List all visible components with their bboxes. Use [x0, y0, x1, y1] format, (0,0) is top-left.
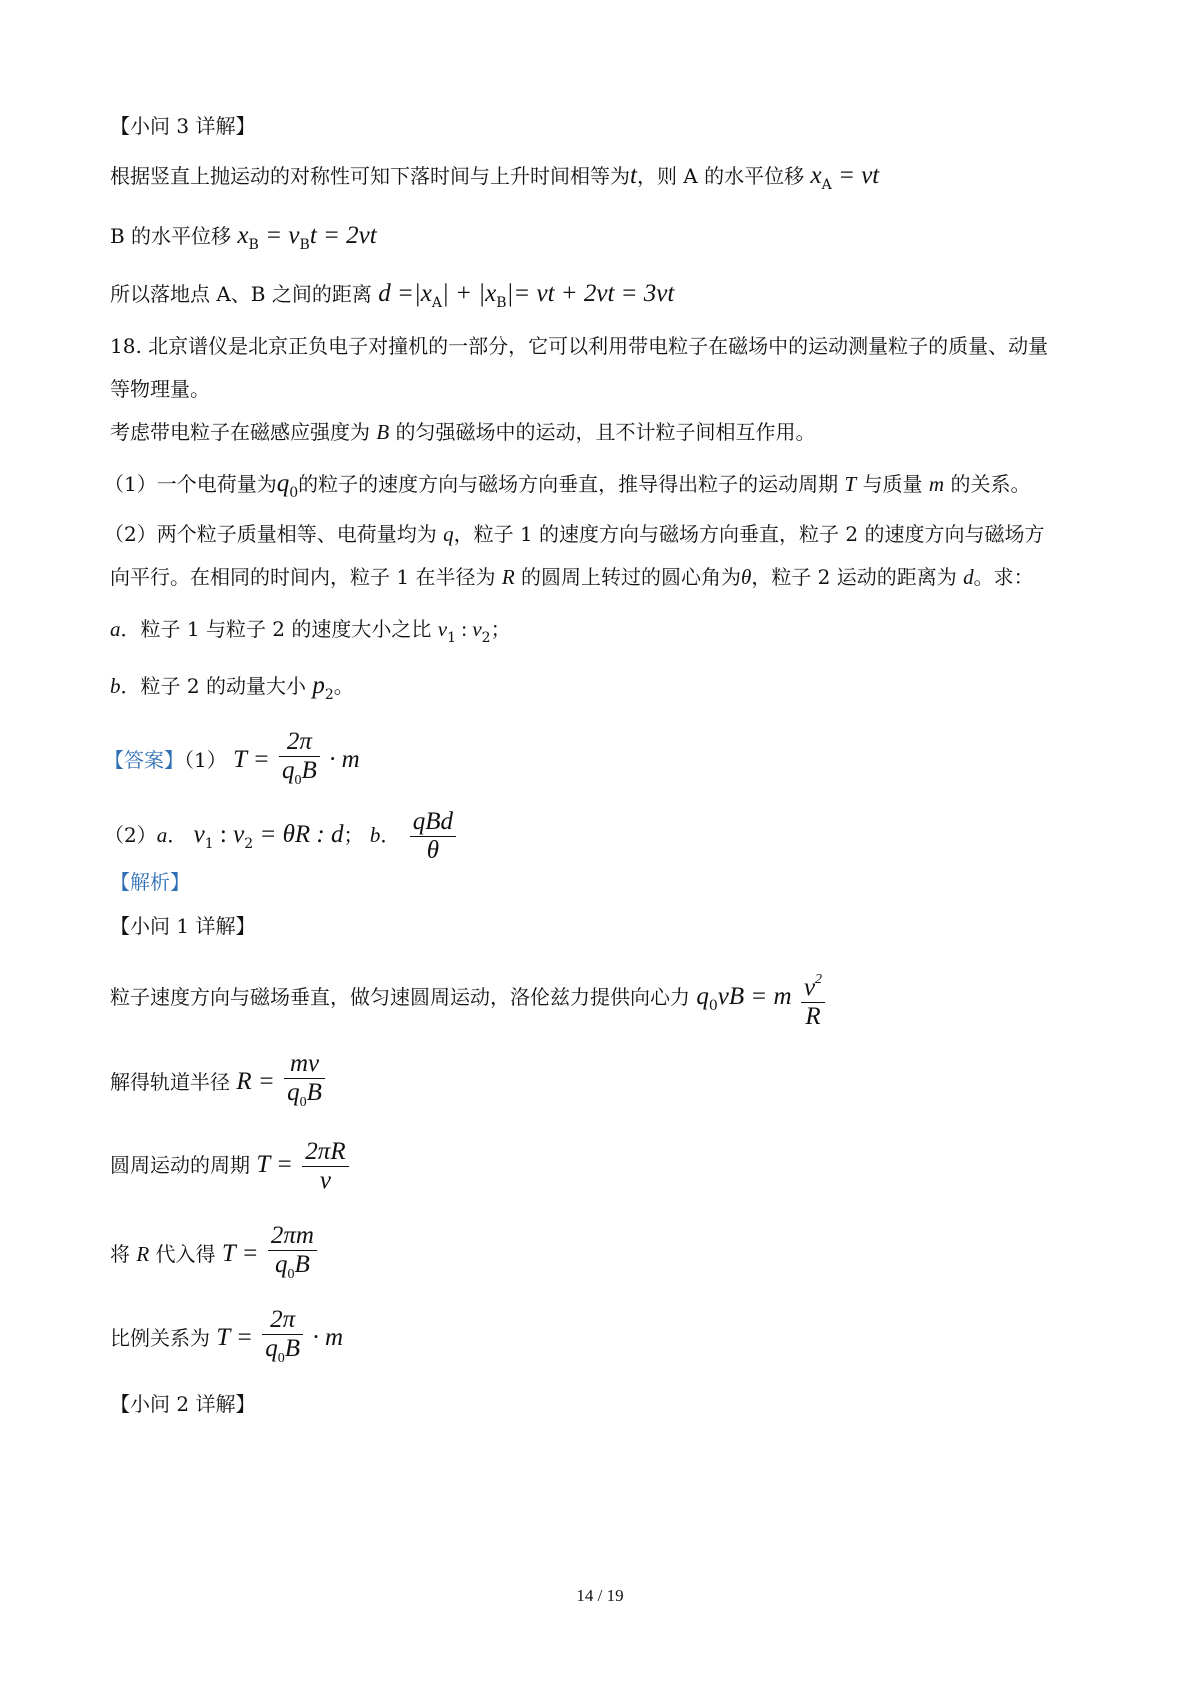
part-a-prompt: a．粒子 1 与粒子 2 的速度大小之比 $v_1$ : $v_2$；	[110, 617, 511, 646]
answer-label: 【答案】	[104, 748, 184, 772]
part-2-prompt: 向平行。在相同的时间内，粒子 1 在半径为 R 的圆周上转过的圆心角为θ，粒子 2 运动的距离为 d。求：	[110, 565, 1034, 589]
question-18-line: 等物理量。	[110, 377, 210, 401]
explanation-line: 将 R 代入得 T = $\frac{2\pi m}{q_0B}$	[110, 1222, 320, 1289]
question-18-line: 18. 北京谱仪是北京正负电子对撞机的一部分，它可以利用带电粒子在磁场中的运动测量粒子的质量、动量	[110, 334, 1049, 358]
subquestion-3-heading: 【小问 3 详解】	[110, 114, 256, 138]
part-1-prompt: （1）一个电荷量为$q_0$的粒子的速度方向与磁场方向垂直，推导得出粒子的运动周期 T 与质量 m 的关系。	[104, 470, 1031, 501]
page-number: 14 / 19	[576, 1586, 624, 1605]
question-18-line: 考虑带电粒子在磁感应强度为 B 的匀强磁场中的运动，且不计粒子间相互作用。	[110, 420, 816, 444]
answer-line-1: 【答案】（1） T = $\frac{2\pi}{q_0B}$ · m	[104, 728, 360, 795]
answer-line-2: （2）a． $v_1$ : $v_2 = \theta R$ : d； b． $\frac{\text{qBd}}{\theta}$	[104, 808, 459, 865]
explanation-line: 解得轨道半径 R = $\frac{mv}{q_0B}$	[110, 1050, 328, 1117]
subquestion-1-heading: 【小问 1 详解】	[110, 914, 256, 938]
analysis-label: 【解析】	[110, 870, 190, 894]
part-2-prompt: （2）两个粒子质量相等、电荷量均为 q，粒子 1 的速度方向与磁场方向垂直，粒子 2 的速度方向与磁场方	[104, 522, 1045, 546]
explanation-line: 圆周运动的周期 T = $\frac{2\pi R}{v}$	[110, 1138, 352, 1195]
text-line: B 的水平位移 $x_B = v_Bt = 2vt$	[110, 222, 377, 253]
explanation-line: 粒子速度方向与磁场垂直，做匀速圆周运动，洛伦兹力提供向心力 $q_0vB = m$ $\frac{v^2}{R}$	[110, 966, 828, 1031]
text-line: 所以落地点 A、B 之间的距离 $d =|x_A| + |x_B|=$ vt + 2vt = 3vt	[110, 280, 675, 311]
subquestion-2-heading: 【小问 2 详解】	[110, 1392, 256, 1416]
explanation-line: 比例关系为 T = $\frac{2\pi}{q_0B}$ · m	[110, 1306, 343, 1373]
text-line: 根据竖直上抛运动的对称性可知下落时间与上升时间相等为t，则 A 的水平位移 $x_A$ = vt	[110, 162, 880, 193]
part-b-prompt: b．粒子 2 的动量大小 $p_2$。	[110, 672, 354, 703]
